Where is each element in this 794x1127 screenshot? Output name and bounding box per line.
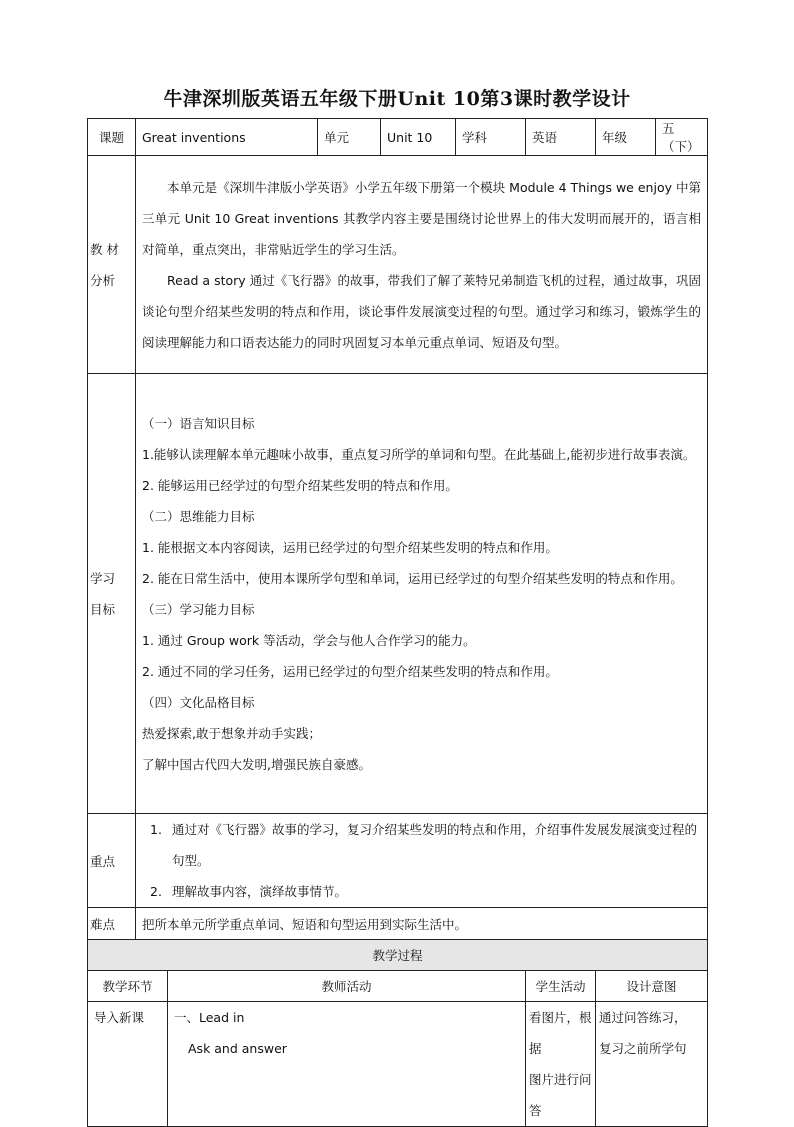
objectives-row [88, 374, 708, 814]
header-row [88, 119, 708, 156]
objective-line: （三）学习能力目标 [142, 601, 255, 617]
difficulty-content: 把所本单元所学重点单词、短语和句型运用到实际生活中。 [136, 908, 708, 940]
page-title: 牛津深圳版英语五年级下册Unit 10第3课时教学设计 [163, 88, 631, 110]
stage-column-header: 教学环节 [88, 971, 168, 1002]
analysis-content [136, 156, 708, 374]
objective-line: 热爱探索,敢于想象并动手实践； [142, 725, 321, 741]
teacher-column-header: 教师活动 [168, 971, 526, 1002]
objectives-content [136, 374, 708, 814]
subject-label: 学科 [456, 119, 526, 156]
teacher-activity-cell: 一、Lead in Ask and answer [168, 1002, 526, 1127]
objective-line: 了解中国古代四大发明,增强民族自豪感。 [142, 756, 371, 772]
topic-value: Great inventions [136, 119, 318, 156]
key-points-label: 重点 [88, 814, 136, 908]
key-point-item: 1. 通过对《飞行器》故事的学习，复习介绍某些发明的特点和作用，介绍事件发展发展演变过程的句型。 [150, 822, 698, 868]
difficulty-row [88, 908, 708, 940]
stage-cell: 导入新课 [88, 1002, 168, 1127]
objective-line: 1. 能根据文本内容阅读，运用已经学过的句型介绍某些发明的特点和作用。 [142, 539, 558, 555]
student-column-header: 学生活动 [526, 971, 596, 1002]
intent-cell: 通过问答练习， 复习之前所学句 [596, 1002, 708, 1127]
unit-value: Unit 10 [381, 119, 456, 156]
analysis-paragraph-1: 本单元是《深圳牛津版小学英语》小学五年级下册第一个模块 Module 4 Things we enjoy 中第三单元 Unit 10 Great inventions 其教学内容主要是围绕讨论世界上的伟大发明而展开的，语言相对简单，重点突出，非常贴近学生的学习生活。 [142, 179, 702, 257]
subject-value: 英语 [526, 119, 596, 156]
student-activity-cell: 看图片，根据 图片进行问答 [526, 1002, 596, 1127]
difficulty-label: 难点 [88, 908, 136, 940]
objective-line: 1. 通过 Group work 等活动，学会与他人合作学习的能力。 [142, 632, 476, 648]
objectives-label: 学习 目标 [88, 374, 136, 814]
analysis-paragraph-2: Read a story 通过《飞行器》的故事，带我们了解了莱特兄弟制造飞机的过程，通过故事，巩固谈论句型介绍某些发明的特点和作用，谈论事件发展演变过程的句型。通过学习和练习，锻炼学生的阅读理解能力和口语表达能力的同时巩固复习本单元重点单词、短语及句型。 [142, 272, 702, 350]
process-heading: 教学过程 [88, 940, 708, 971]
analysis-label: 教 材 分析 [88, 156, 136, 374]
objective-line: （二）思维能力目标 [142, 508, 255, 524]
intent-column-header: 设计意图 [596, 971, 708, 1002]
objective-line: （一）语言知识目标 [142, 415, 255, 431]
unit-label: 单元 [318, 119, 381, 156]
process-row [88, 1002, 708, 1127]
topic-label: 课题 [88, 119, 136, 156]
objective-line: （四）文化品格目标 [142, 694, 255, 710]
objective-line: 2. 通过不同的学习任务，运用已经学过的句型介绍某些发明的特点和作用。 [142, 663, 558, 679]
analysis-row [88, 156, 708, 374]
process-heading-row [88, 940, 708, 971]
process-header-row [88, 971, 708, 1002]
key-point-item: 2. 理解故事内容，演绎故事情节。 [150, 884, 348, 899]
grade-label: 年级 [596, 119, 656, 156]
key-points-row [88, 814, 708, 908]
lesson-plan-table [87, 118, 708, 1127]
objective-line: 2. 能够运用已经学过的句型介绍某些发明的特点和作用。 [142, 477, 458, 493]
grade-value: 五（下） [656, 119, 708, 156]
objective-line: 1.能够认读理解本单元趣味小故事，重点复习所学的单词和句型。在此基础上,能初步进行故事表演。 [142, 446, 696, 462]
key-points-content [136, 814, 708, 908]
objective-line: 2. 能在日常生活中，使用本课所学句型和单词，运用已经学过的句型介绍某些发明的特点和作用。 [142, 570, 683, 586]
